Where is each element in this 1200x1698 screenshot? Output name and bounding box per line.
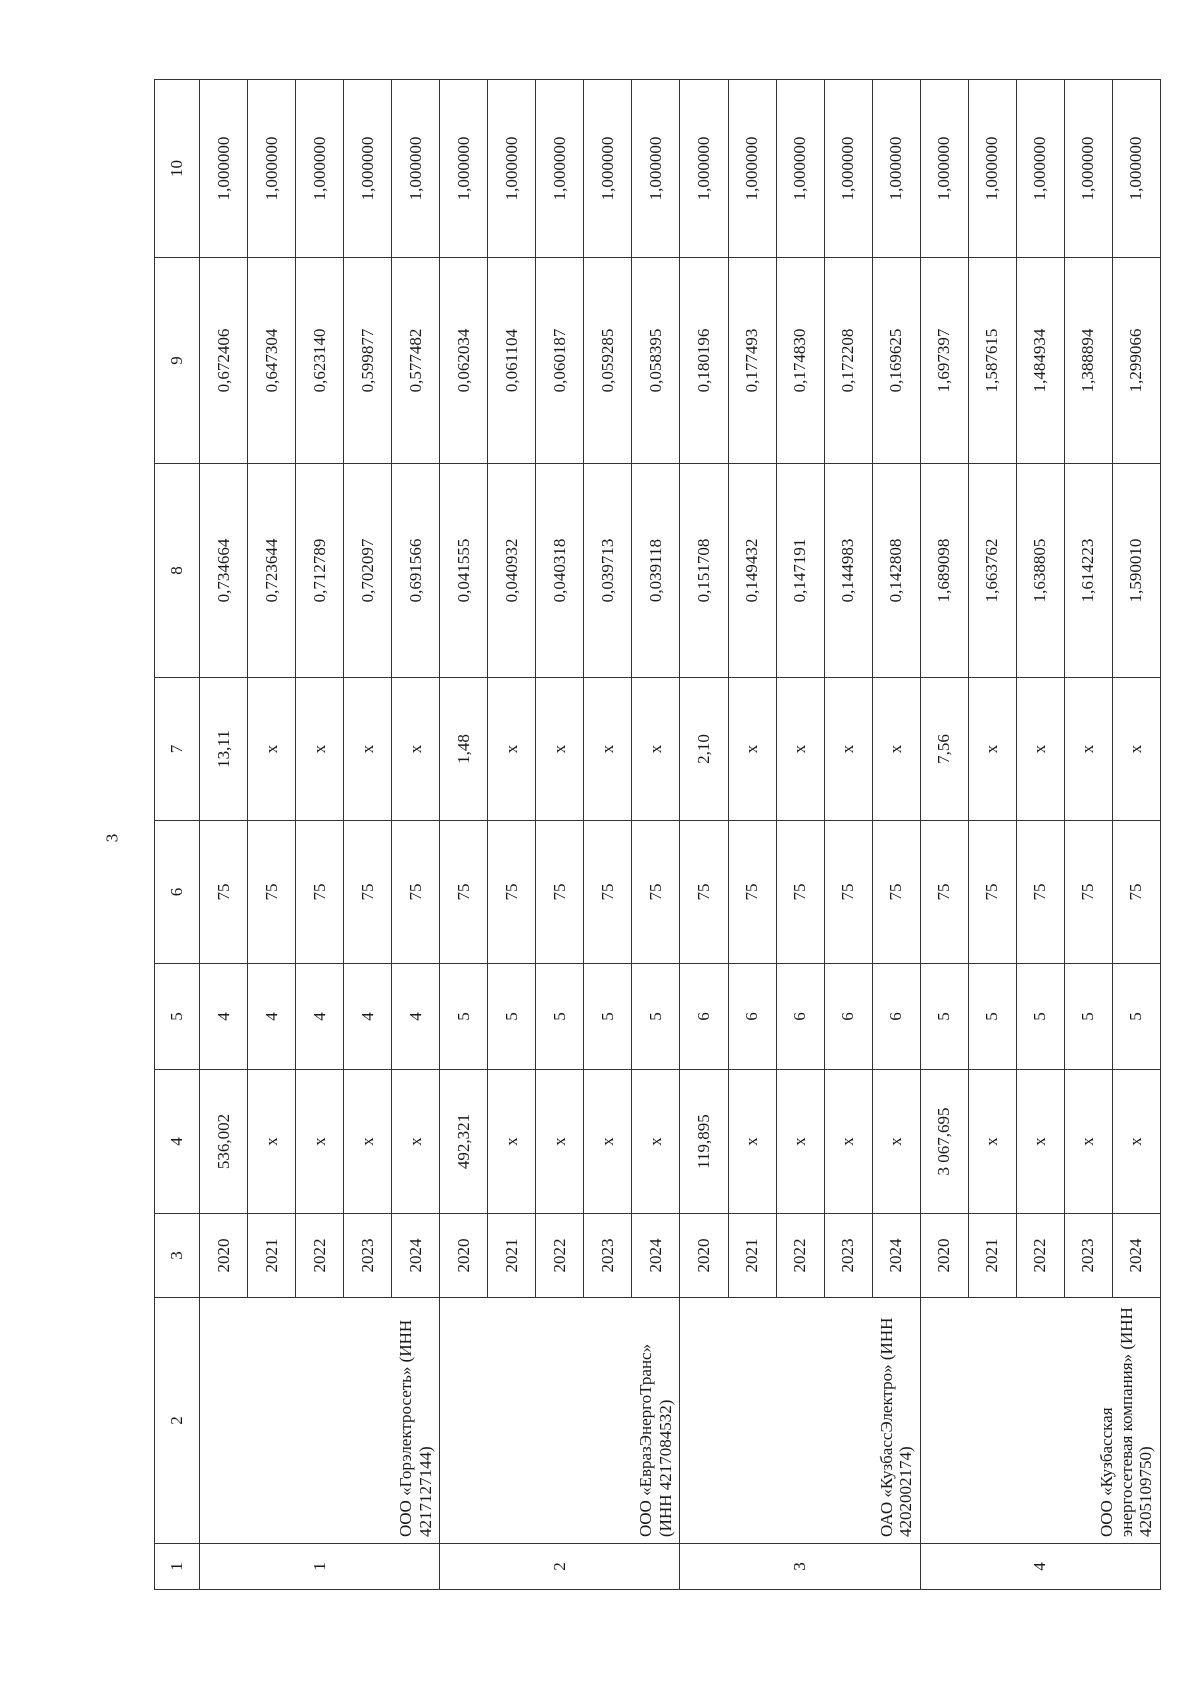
table-cell: 75 bbox=[968, 821, 1016, 964]
table-cell: 5 bbox=[1064, 964, 1112, 1070]
table-cell: 2024 bbox=[392, 1214, 440, 1298]
table-row bbox=[680, 80, 728, 1590]
table-cell: 536,002 bbox=[200, 1070, 248, 1214]
organization-name: ООО «ЕвразЭнергоТранс» (ИНН 4217084532) bbox=[440, 1298, 680, 1544]
table-cell: 1,689098 bbox=[920, 464, 968, 678]
table-row bbox=[200, 80, 248, 1590]
table-cell: x bbox=[1016, 678, 1064, 821]
table-cell: 5 bbox=[1016, 964, 1064, 1070]
row-number: 3 bbox=[680, 1544, 920, 1590]
table-cell: 1,484934 bbox=[1016, 258, 1064, 464]
table-cell: 1,000000 bbox=[344, 80, 392, 258]
table-cell: 1,663762 bbox=[968, 464, 1016, 678]
table-cell: 0,712789 bbox=[296, 464, 344, 678]
row-number: 2 bbox=[440, 1544, 680, 1590]
table-cell: x bbox=[872, 1070, 920, 1214]
table-cell: 0,149432 bbox=[728, 464, 776, 678]
table-row bbox=[440, 80, 488, 1590]
organization-name: ООО «Горэлектросеть» (ИНН 4217127144) bbox=[200, 1298, 440, 1544]
table-cell: 0,734664 bbox=[200, 464, 248, 678]
table-cell: 2023 bbox=[824, 1214, 872, 1298]
table-cell: 75 bbox=[680, 821, 728, 964]
table-cell: x bbox=[1112, 1070, 1160, 1214]
table-cell: 0,177493 bbox=[728, 258, 776, 464]
header-cell: 3 bbox=[155, 1214, 200, 1298]
table-cell: 2022 bbox=[1016, 1214, 1064, 1298]
table-cell: 7,56 bbox=[920, 678, 968, 821]
table-cell: 0,577482 bbox=[392, 258, 440, 464]
table-cell: 2020 bbox=[680, 1214, 728, 1298]
table-cell: x bbox=[536, 678, 584, 821]
table-cell: 5 bbox=[920, 964, 968, 1070]
table-cell: 1,697397 bbox=[920, 258, 968, 464]
row-number: 1 bbox=[200, 1544, 440, 1590]
table-cell: 0,672406 bbox=[200, 258, 248, 464]
header-cell: 8 bbox=[155, 464, 200, 678]
table-cell: 2,10 bbox=[680, 678, 728, 821]
table-cell: 75 bbox=[872, 821, 920, 964]
table-cell: 1,614223 bbox=[1064, 464, 1112, 678]
table-cell: x bbox=[488, 1070, 536, 1214]
header-cell: 1 bbox=[155, 1544, 200, 1590]
table-cell: 0,623140 bbox=[296, 258, 344, 464]
table-cell: 0,142808 bbox=[872, 464, 920, 678]
table-cell: 2024 bbox=[632, 1214, 680, 1298]
table-cell: 1,000000 bbox=[776, 80, 824, 258]
table-cell: 4 bbox=[200, 964, 248, 1070]
table-cell: 2021 bbox=[488, 1214, 536, 1298]
table-cell: 4 bbox=[392, 964, 440, 1070]
table-cell: 2022 bbox=[776, 1214, 824, 1298]
table-cell: 2021 bbox=[728, 1214, 776, 1298]
header-cell: 7 bbox=[155, 678, 200, 821]
table-cell: 75 bbox=[392, 821, 440, 964]
table-cell: 2022 bbox=[296, 1214, 344, 1298]
table-cell: x bbox=[344, 1070, 392, 1214]
table-cell: x bbox=[872, 678, 920, 821]
table-cell: 5 bbox=[536, 964, 584, 1070]
table-cell: x bbox=[968, 1070, 1016, 1214]
header-cell: 9 bbox=[155, 258, 200, 464]
table-cell: 5 bbox=[968, 964, 1016, 1070]
table-cell: x bbox=[584, 678, 632, 821]
table-cell: 1,299066 bbox=[1112, 258, 1160, 464]
header-row bbox=[155, 80, 200, 1590]
table-cell: 0,039118 bbox=[632, 464, 680, 678]
table-cell: 1,000000 bbox=[968, 80, 1016, 258]
table-cell: 5 bbox=[440, 964, 488, 1070]
table-cell: 75 bbox=[488, 821, 536, 964]
table-cell: 1,000000 bbox=[392, 80, 440, 258]
header-cell: 2 bbox=[155, 1298, 200, 1544]
table-cell: x bbox=[776, 1070, 824, 1214]
table-cell: 6 bbox=[776, 964, 824, 1070]
table-cell: 75 bbox=[440, 821, 488, 964]
table-cell: x bbox=[776, 678, 824, 821]
table-cell: x bbox=[1112, 678, 1160, 821]
table-cell: x bbox=[1064, 1070, 1112, 1214]
table-cell: 6 bbox=[680, 964, 728, 1070]
table-cell: 1,000000 bbox=[488, 80, 536, 258]
table-cell: 75 bbox=[632, 821, 680, 964]
table-cell: 0,147191 bbox=[776, 464, 824, 678]
table-cell: 0,169625 bbox=[872, 258, 920, 464]
table-cell: x bbox=[728, 1070, 776, 1214]
table-cell: 2020 bbox=[920, 1214, 968, 1298]
table-cell: 1,590010 bbox=[1112, 464, 1160, 678]
table-cell: 75 bbox=[728, 821, 776, 964]
table-cell: 75 bbox=[920, 821, 968, 964]
table-cell: 75 bbox=[248, 821, 296, 964]
table-cell: 6 bbox=[728, 964, 776, 1070]
table-cell: x bbox=[296, 678, 344, 821]
row-number: 4 bbox=[920, 1544, 1160, 1590]
table-cell: 2023 bbox=[584, 1214, 632, 1298]
table-cell: x bbox=[824, 678, 872, 821]
table-cell: 0,058395 bbox=[632, 258, 680, 464]
table-cell: 0,041555 bbox=[440, 464, 488, 678]
table-cell: 492,321 bbox=[440, 1070, 488, 1214]
table-cell: 2020 bbox=[440, 1214, 488, 1298]
header-cell: 4 bbox=[155, 1070, 200, 1214]
table-cell: 1,587615 bbox=[968, 258, 1016, 464]
table-body bbox=[155, 80, 1161, 1590]
table-cell: 3 067,695 bbox=[920, 1070, 968, 1214]
table-cell: 1,000000 bbox=[584, 80, 632, 258]
table-cell: 4 bbox=[344, 964, 392, 1070]
table-cell: 6 bbox=[824, 964, 872, 1070]
table-cell: x bbox=[392, 678, 440, 821]
table-cell: 1,000000 bbox=[296, 80, 344, 258]
table-cell: x bbox=[488, 678, 536, 821]
table-cell: 2021 bbox=[968, 1214, 1016, 1298]
header-cell: 5 bbox=[155, 964, 200, 1070]
table-cell: 0,702097 bbox=[344, 464, 392, 678]
table-cell: 6 bbox=[872, 964, 920, 1070]
table-cell: 1,000000 bbox=[632, 80, 680, 258]
table-cell: 75 bbox=[296, 821, 344, 964]
table-cell: 2021 bbox=[248, 1214, 296, 1298]
table-cell: 1,000000 bbox=[680, 80, 728, 258]
table-cell: 0,040318 bbox=[536, 464, 584, 678]
table-cell: 2023 bbox=[1064, 1214, 1112, 1298]
table-cell: 75 bbox=[776, 821, 824, 964]
table-cell: x bbox=[584, 1070, 632, 1214]
table-cell: 5 bbox=[488, 964, 536, 1070]
table-cell: 2022 bbox=[536, 1214, 584, 1298]
table-cell: x bbox=[248, 1070, 296, 1214]
table-cell: 0,039713 bbox=[584, 464, 632, 678]
table-cell: 2024 bbox=[872, 1214, 920, 1298]
table-cell: 0,062034 bbox=[440, 258, 488, 464]
table-cell: 75 bbox=[1112, 821, 1160, 964]
table-cell: 0,647304 bbox=[248, 258, 296, 464]
table-cell: 0,040932 bbox=[488, 464, 536, 678]
table-cell: 2024 bbox=[1112, 1214, 1160, 1298]
table-cell: 1,48 bbox=[440, 678, 488, 821]
table-cell: 5 bbox=[632, 964, 680, 1070]
table-cell: 75 bbox=[824, 821, 872, 964]
table-cell: x bbox=[536, 1070, 584, 1214]
table-cell: x bbox=[632, 1070, 680, 1214]
table-cell: 0,060187 bbox=[536, 258, 584, 464]
table-cell: 1,000000 bbox=[728, 80, 776, 258]
table-cell: x bbox=[968, 678, 1016, 821]
table-cell: 1,000000 bbox=[1016, 80, 1064, 258]
table-cell: 1,000000 bbox=[824, 80, 872, 258]
table-cell: 1,000000 bbox=[536, 80, 584, 258]
organization-name: ООО «Кузбасская энергосетевая компания» (ИНН 4205109750) bbox=[920, 1298, 1160, 1544]
table-cell: 0,172208 bbox=[824, 258, 872, 464]
table-cell: 5 bbox=[584, 964, 632, 1070]
table-cell: 4 bbox=[296, 964, 344, 1070]
table-cell: 75 bbox=[536, 821, 584, 964]
table-cell: 1,000000 bbox=[248, 80, 296, 258]
table-cell: 5 bbox=[1112, 964, 1160, 1070]
table-row bbox=[920, 80, 968, 1590]
page-number: 3 bbox=[102, 833, 122, 843]
table-cell: x bbox=[1016, 1070, 1064, 1214]
rotated-table-container bbox=[154, 80, 1161, 1590]
table-cell: 2023 bbox=[344, 1214, 392, 1298]
table-cell: 0,174830 bbox=[776, 258, 824, 464]
table-cell: x bbox=[1064, 678, 1112, 821]
table-cell: x bbox=[296, 1070, 344, 1214]
table-cell: x bbox=[344, 678, 392, 821]
organization-name: ОАО «КузбассЭлектро» (ИНН 4202002174) bbox=[680, 1298, 920, 1544]
header-cell: 6 bbox=[155, 821, 200, 964]
table-cell: x bbox=[392, 1070, 440, 1214]
table-cell: 1,000000 bbox=[1112, 80, 1160, 258]
table-cell: 75 bbox=[200, 821, 248, 964]
table-cell: 0,151708 bbox=[680, 464, 728, 678]
table-cell: x bbox=[632, 678, 680, 821]
tariff-table bbox=[154, 79, 1161, 1590]
table-cell: 1,000000 bbox=[1064, 80, 1112, 258]
table-cell: 0,061104 bbox=[488, 258, 536, 464]
table-cell: 0,059285 bbox=[584, 258, 632, 464]
table-cell: 75 bbox=[344, 821, 392, 964]
table-cell: 0,691566 bbox=[392, 464, 440, 678]
table-cell: 1,388894 bbox=[1064, 258, 1112, 464]
table-cell: 119,895 bbox=[680, 1070, 728, 1214]
table-cell: 1,000000 bbox=[872, 80, 920, 258]
table-cell: 1,000000 bbox=[440, 80, 488, 258]
table-cell: x bbox=[824, 1070, 872, 1214]
header-cell: 10 bbox=[155, 80, 200, 258]
table-cell: x bbox=[248, 678, 296, 821]
table-cell: 0,180196 bbox=[680, 258, 728, 464]
table-cell: 0,723644 bbox=[248, 464, 296, 678]
table-cell: 4 bbox=[248, 964, 296, 1070]
table-cell: 75 bbox=[1016, 821, 1064, 964]
table-cell: 13,11 bbox=[200, 678, 248, 821]
table-cell: 1,638805 bbox=[1016, 464, 1064, 678]
table-cell: 1,000000 bbox=[200, 80, 248, 258]
table-cell: 75 bbox=[1064, 821, 1112, 964]
table-cell: 1,000000 bbox=[920, 80, 968, 258]
table-cell: 75 bbox=[584, 821, 632, 964]
table-cell: 0,144983 bbox=[824, 464, 872, 678]
table-cell: 0,599877 bbox=[344, 258, 392, 464]
table-cell: x bbox=[728, 678, 776, 821]
table-cell: 2020 bbox=[200, 1214, 248, 1298]
